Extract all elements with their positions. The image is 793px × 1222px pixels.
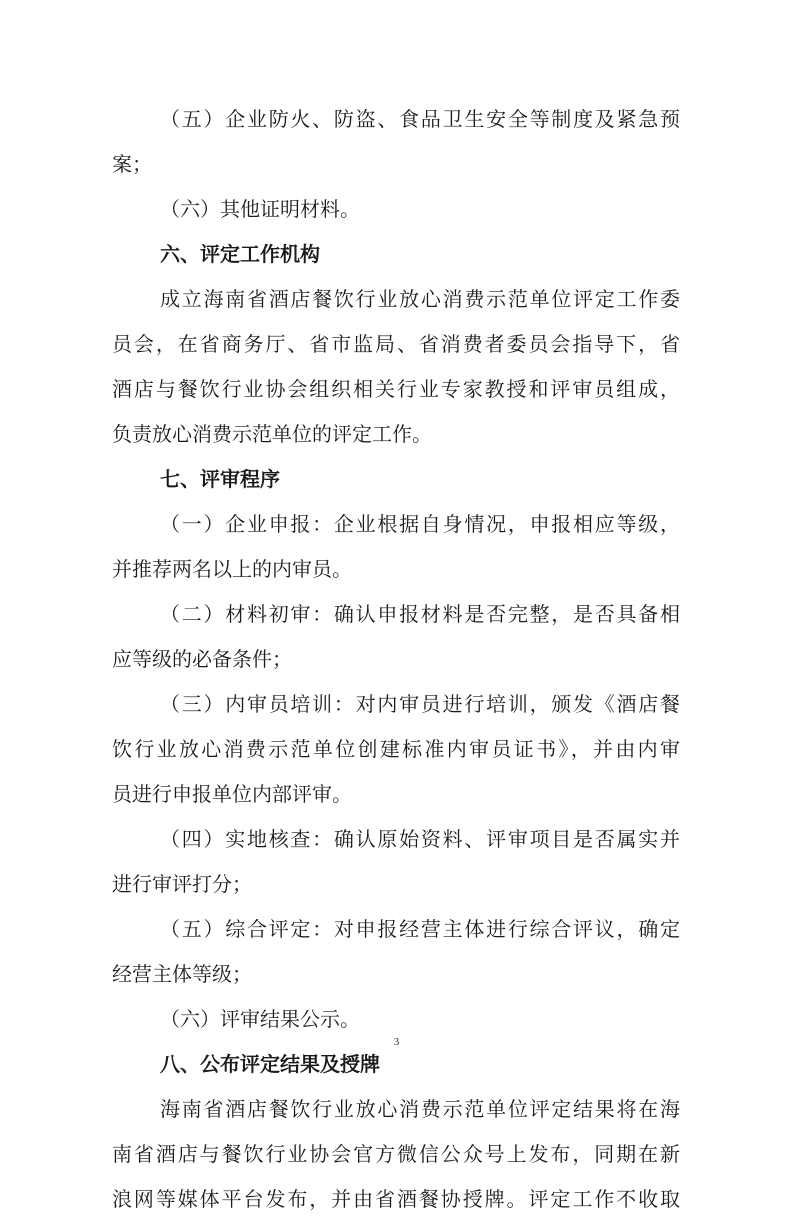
text-line: 成立海南省酒店餐饮行业放心消费示范单位评定工作委 — [160, 287, 680, 311]
section-heading: 八、公布评定结果及授牌 — [160, 1052, 380, 1076]
page-number: 3 — [393, 1036, 400, 1048]
text-line: 应等级的必备条件； — [112, 647, 292, 671]
text-line: 员进行申报单位内部评审。 — [112, 782, 352, 806]
text-line: 饮行业放心消费示范单位创建标准内审员证书》，并由内审 — [112, 737, 680, 761]
text-line: 案； — [112, 152, 152, 176]
document-body — [112, 97, 680, 1222]
text-line: （五）综合评定：对申报经营主体进行综合评议，确定 — [160, 917, 680, 941]
text-line: （三）内审员培训：对内审员进行培训，颁发《酒店餐 — [160, 692, 680, 716]
text-line: （五）企业防火、防盗、食品卫生安全等制度及紧急预 — [160, 107, 680, 131]
text-line: 南省酒店与餐饮行业协会官方微信公众号上发布，同期在新 — [112, 1142, 680, 1166]
text-line: （六）其他证明材料。 — [160, 197, 360, 221]
text-line: 海南省酒店餐饮行业放心消费示范单位评定结果将在海 — [160, 1097, 680, 1121]
text-line: 浪网等媒体平台发布，并由省酒餐协授牌。评定工作不收取 — [112, 1187, 680, 1211]
text-line: （二）材料初审：确认申报材料是否完整，是否具备相 — [160, 602, 680, 626]
text-line: 负责放心消费示范单位的评定工作。 — [112, 422, 432, 446]
text-line: 经营主体等级； — [112, 962, 252, 986]
text-line: （一）企业申报：企业根据自身情况，申报相应等级， — [160, 512, 680, 536]
text-line: 员会，在省商务厅、省市监局、省消费者委员会指导下，省 — [112, 332, 680, 356]
text-line: 进行审评打分； — [112, 872, 252, 896]
text-line: 酒店与餐饮行业协会组织相关行业专家教授和评审员组成， — [112, 377, 680, 401]
section-heading: 六、评定工作机构 — [160, 242, 320, 266]
text-line: （四）实地核查：确认原始资料、评审项目是否属实并 — [160, 827, 680, 851]
text-line: （六）评审结果公示。 — [160, 1007, 360, 1031]
section-heading: 七、评审程序 — [160, 467, 280, 491]
text-line: 并推荐两名以上的内审员。 — [112, 557, 352, 581]
